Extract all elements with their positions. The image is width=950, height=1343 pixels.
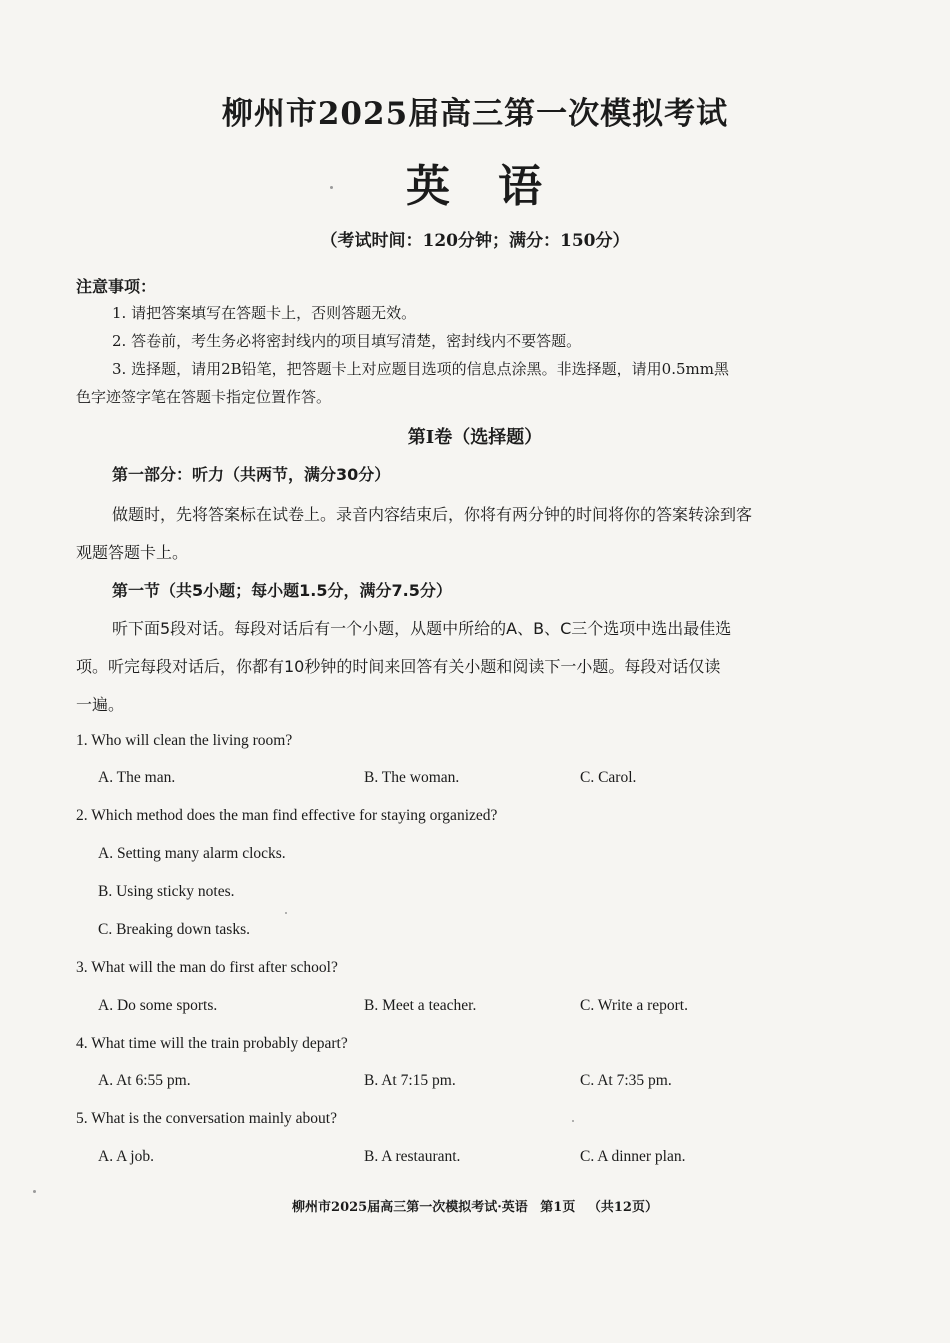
option-3b: B. Meet a teacher. bbox=[364, 997, 477, 1014]
option-5a: A. A job. bbox=[98, 1148, 154, 1165]
option-4b: B. At 7:15 pm. bbox=[364, 1072, 456, 1089]
question-5: 5. What is the conversation mainly about? bbox=[76, 1110, 337, 1127]
option-4a: A. At 6:55 pm. bbox=[98, 1072, 191, 1089]
subsection-instructions: 听下面5段对话。每段对话后有一个小题，从题中所给的A、B、C三个选项中选出最佳选 bbox=[112, 619, 732, 638]
option-1a: A. The man. bbox=[98, 769, 176, 786]
option-4c: C. At 7:35 pm. bbox=[580, 1072, 672, 1089]
option-2b: B. Using sticky notes. bbox=[98, 883, 235, 900]
option-1b: B. The woman. bbox=[364, 769, 460, 786]
question-3: 3. What will the man do first after school? bbox=[76, 959, 338, 976]
part-title: 第一部分：听力（共两节，满分30分） bbox=[112, 465, 391, 484]
exam-duration: （考试时间：120分钟；满分：150分） bbox=[320, 231, 630, 251]
question-4: 4. What time will the train probably depart? bbox=[76, 1035, 348, 1052]
notice-heading: 注意事项： bbox=[76, 277, 157, 296]
question-2: 2. Which method does the man find effective for staying organized? bbox=[76, 807, 498, 824]
scan-speck bbox=[330, 186, 333, 189]
scan-speck bbox=[285, 912, 287, 914]
page-footer bbox=[0, 1196, 950, 1215]
exam-title: 柳州市2025届高三第一次模拟考试 bbox=[221, 96, 729, 132]
question-1: 1. Who will clean the living room? bbox=[76, 732, 293, 749]
option-5b: B. A restaurant. bbox=[364, 1148, 461, 1165]
notice-item: 色字迹签字笔在答题卡指定位置作答。 bbox=[76, 388, 332, 406]
option-5c: C. A dinner plan. bbox=[580, 1148, 686, 1165]
notice-item: 2. 答卷前，考生务必将密封线内的项目填写清楚，密封线内不要答题。 bbox=[112, 332, 582, 350]
scan-speck bbox=[572, 1120, 574, 1122]
notice-item: 3. 选择题，请用2B铅笔，把答题卡上对应题目选项的信息点涂黑。非选择题，请用0.5mm黑 bbox=[112, 360, 729, 378]
section-title: 第Ⅰ卷（选择题） bbox=[407, 427, 543, 448]
option-2c: C. Breaking down tasks. bbox=[98, 921, 250, 938]
subject-title: 英 语 bbox=[406, 161, 544, 212]
option-1c: C. Carol. bbox=[580, 769, 637, 786]
part-instructions: 做题时，先将答案标在试卷上。录音内容结束后，你将有两分钟的时间将你的答案转涂到客 bbox=[112, 505, 753, 524]
subsection-instructions: 项。听完每段对话后，你都有10秒钟的时间来回答有关小题和阅读下一小题。每段对话仅读 bbox=[76, 657, 721, 676]
option-3c: C. Write a report. bbox=[580, 997, 688, 1014]
footer-exam-name: 柳州市2025届高三第一次模拟考试·英语 bbox=[292, 1200, 528, 1215]
option-2a: A. Setting many alarm clocks. bbox=[98, 845, 286, 862]
option-3a: A. Do some sports. bbox=[98, 997, 218, 1014]
part-instructions: 观题答题卡上。 bbox=[76, 543, 189, 562]
footer-page-number: 第1页 bbox=[540, 1200, 576, 1215]
notice-item: 1. 请把答案填写在答题卡上，否则答题无效。 bbox=[112, 304, 417, 322]
subsection-title: 第一节（共5小题；每小题1.5分，满分7.5分） bbox=[112, 581, 452, 600]
footer-total-pages: （共12页） bbox=[587, 1200, 658, 1215]
scan-speck bbox=[33, 1190, 36, 1193]
subsection-instructions: 一遍。 bbox=[76, 695, 125, 714]
